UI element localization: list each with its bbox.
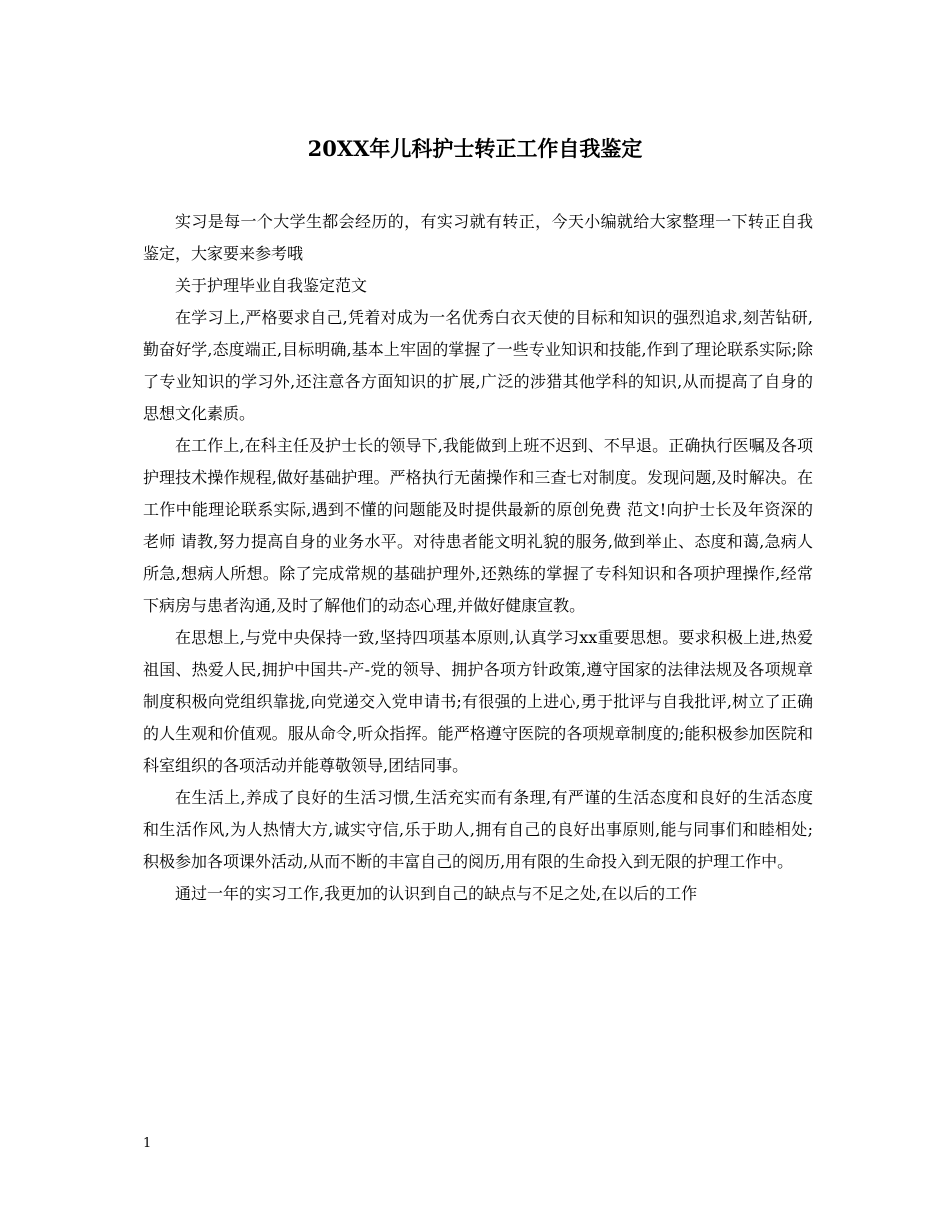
paragraph-work: 在工作上,在科主任及护士长的领导下,我能做到上班不迟到、不早退。正确执行医嘱及各项护理技术操作规程,做好基础护理。严格执行无菌操作和三查七对制度。发现问题,及时解决。在工作中能理论联系实际,遇到不懂的问题能及时提供最新的原创免费 范文!向护士长及年资深的老师 请教,努力提高自身的业务水平。对待患者能文明礼貌的服务,做到举止、态度和蔼,急病人所急,想病人所想。除了完成常规的基础护理外,还熟练的掌握了专科知识和各项护理操作,经常下病房与患者沟通,及时了解他们的动态心理,并做好健康宣教。 bbox=[143, 436, 813, 615]
paragraph-subheading: 关于护理毕业自我鉴定范文 bbox=[175, 276, 368, 295]
document-title: 20XX年儿科护士转正工作自我鉴定 bbox=[307, 136, 643, 161]
paragraph-conclusion: 通过一年的实习工作,我更加的认识到自己的缺点与不足之处,在以后的工作 bbox=[175, 884, 698, 903]
paragraph-thought: 在思想上,与党中央保持一致,坚持四项基本原则,认真学习xx重要思想。要求积极上进,热爱祖国、热爱人民,拥护中国共-产-党的领导、拥护各项方针政策,遵守国家的法律法规及各项规章制度积极向党组织靠拢,向党递交入党申请书;有很强的上进心,勇于批评与自我批评,树立了正确的人生观和价值观。服从命令,听众指挥。能严格遵守医院的各项规章制度的;能积极参加医院和科室组织的各项活动并能尊敬领导,团结同事。 bbox=[143, 628, 813, 775]
paragraph-study: 在学习上,严格要求自己,凭着对成为一名优秀白衣天使的目标和知识的强烈追求,刻苦钻研,勤奋好学,态度端正,目标明确,基本上牢固的掌握了一些专业知识和技能,作到了理论联系实际;除了专业知识的学习外,还注意各方面知识的扩展,广泛的涉猎其他学科的知识,从而提高了自身的思想文化素质。 bbox=[143, 308, 813, 423]
paragraph-intro: 实习是每一个大学生都会经历的，有实习就有转正，今天小编就给大家整理一下转正自我鉴定，大家要来参考哦 bbox=[143, 212, 813, 263]
paragraph-life: 在生活上,养成了良好的生活习惯,生活充实而有条理,有严谨的生活态度和良好的生活态度和生活作风,为人热情大方,诚实守信,乐于助人,拥有自己的良好出事原则,能与同事们和睦相处;积极参加各项课外活动,从而不断的丰富自己的阅历,用有限的生命投入到无限的护理工作中。 bbox=[143, 788, 813, 871]
page-number: 1 bbox=[143, 1136, 152, 1151]
document-body bbox=[143, 206, 813, 910]
